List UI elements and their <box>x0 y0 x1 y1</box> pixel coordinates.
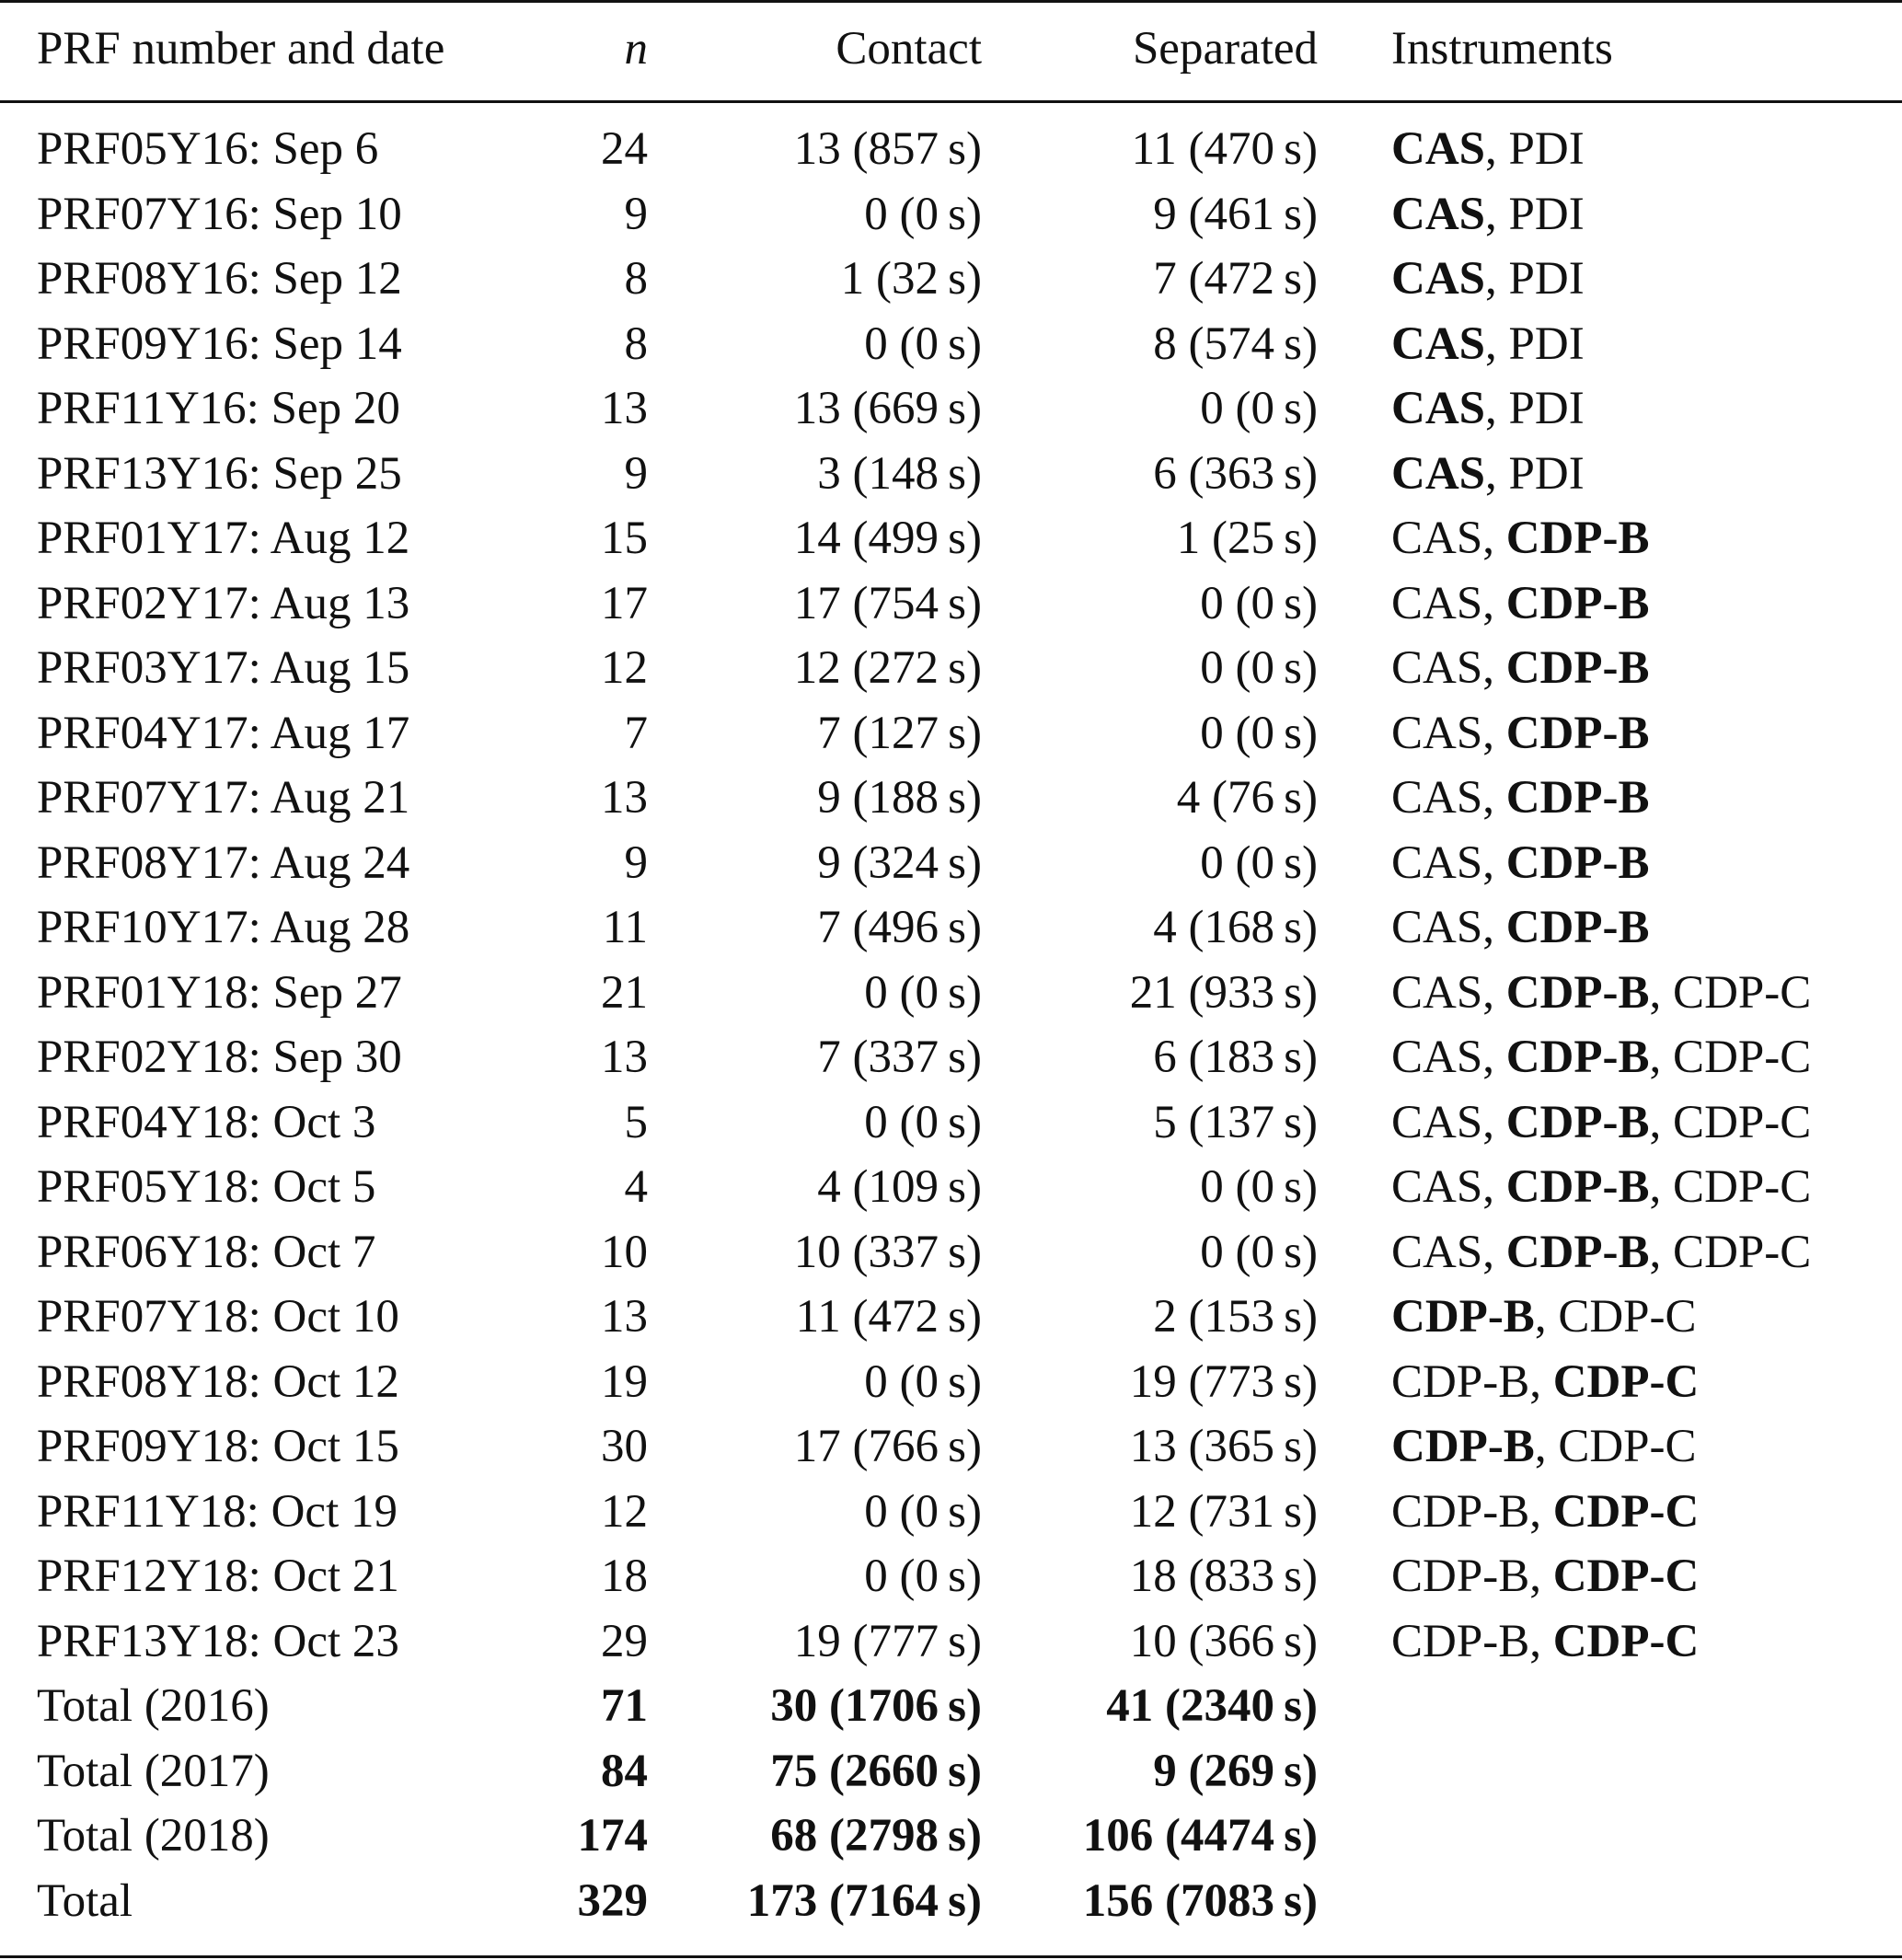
instrument-part: , <box>1485 318 1509 370</box>
instrument-part: , <box>1482 513 1506 564</box>
instruments-cell <box>1391 506 1650 571</box>
prf-cell: PRF10Y17: Aug 28 <box>37 902 410 953</box>
instrument-part: , <box>1485 189 1509 240</box>
instruments-cell <box>1391 117 1585 181</box>
contact-cell: 0 (0 s) <box>864 189 982 240</box>
prf-cell: PRF12Y18: Oct 21 <box>37 1551 399 1602</box>
instrument-part: CDP-B <box>1505 578 1650 629</box>
prf-cell: PRF02Y17: Aug 13 <box>37 578 410 629</box>
instrument-part: PDI <box>1508 318 1585 370</box>
instruments-cell <box>1391 376 1585 441</box>
contact-cell: 9 (188 s) <box>817 772 982 824</box>
top-rule <box>0 0 1902 3</box>
instrument-part: PDI <box>1508 383 1585 434</box>
n-cell: 7 <box>624 708 648 759</box>
contact-cell: 19 (777 s) <box>793 1616 982 1667</box>
instrument-part: CDP-C <box>1558 1291 1697 1343</box>
contact-cell: 13 (669 s) <box>793 383 982 434</box>
separated-cell: 0 (0 s) <box>1200 1161 1318 1213</box>
instrument-part: CDP-B <box>1391 1356 1530 1408</box>
prf-cell: PRF04Y17: Aug 17 <box>37 708 410 759</box>
instrument-part: , <box>1482 772 1506 824</box>
prf-cell: PRF08Y17: Aug 24 <box>37 837 410 889</box>
instrument-part: , <box>1649 1227 1674 1278</box>
prf-cell: PRF09Y16: Sep 14 <box>37 318 402 370</box>
instruments-cell <box>1391 1544 1699 1608</box>
total-label: Total (2017) <box>37 1746 270 1797</box>
contact-cell: 0 (0 s) <box>864 1486 982 1538</box>
n-cell: 8 <box>624 253 648 305</box>
instrument-part: CAS <box>1391 1097 1483 1148</box>
contact-cell: 11 (472 s) <box>795 1291 982 1343</box>
instrument-part: CAS <box>1391 318 1486 370</box>
n-cell: 10 <box>601 1227 648 1278</box>
instrument-part: PDI <box>1508 253 1585 305</box>
table-row <box>0 636 1902 700</box>
instrument-part: , <box>1482 578 1506 629</box>
instruments-cell <box>1391 1480 1699 1544</box>
instrument-part: PDI <box>1508 123 1585 175</box>
instrument-part: CDP-B <box>1391 1421 1535 1472</box>
instrument-part: CDP-C <box>1673 1032 1812 1083</box>
instrument-part: CDP-B <box>1505 1032 1650 1083</box>
instrument-part: CDP-B <box>1391 1551 1530 1602</box>
instruments-cell <box>1391 701 1650 766</box>
table-row <box>0 182 1902 247</box>
prf-cell: PRF05Y18: Oct 5 <box>37 1161 376 1213</box>
table-row <box>0 1414 1902 1479</box>
instrument-part: CAS <box>1391 383 1486 434</box>
total-n: 71 <box>601 1680 648 1732</box>
separated-cell: 0 (0 s) <box>1200 708 1318 759</box>
total-contact: 75 (2660 s) <box>770 1746 982 1797</box>
table-row <box>0 571 1902 636</box>
n-cell: 5 <box>624 1097 648 1148</box>
n-cell: 13 <box>601 383 648 434</box>
instrument-part: PDI <box>1508 189 1585 240</box>
n-cell: 17 <box>601 578 648 629</box>
total-contact: 68 (2798 s) <box>770 1810 982 1862</box>
n-cell: 9 <box>624 837 648 889</box>
instruments-cell <box>1391 1025 1811 1090</box>
instruments-cell <box>1391 895 1650 960</box>
instrument-part: CDP-C <box>1673 1227 1812 1278</box>
instruments-cell <box>1391 1285 1697 1349</box>
separated-cell: 10 (366 s) <box>1129 1616 1318 1667</box>
n-cell: 24 <box>601 123 648 175</box>
instrument-part: CDP-C <box>1673 1097 1812 1148</box>
separated-cell: 6 (183 s) <box>1153 1032 1318 1083</box>
separated-cell: 0 (0 s) <box>1200 642 1318 694</box>
n-cell: 9 <box>624 189 648 240</box>
table-row <box>0 1285 1902 1349</box>
table-row <box>0 442 1902 506</box>
separated-cell: 9 (461 s) <box>1153 189 1318 240</box>
contact-cell: 14 (499 s) <box>793 513 982 564</box>
n-cell: 15 <box>601 513 648 564</box>
instruments-cell <box>1391 182 1585 247</box>
contact-cell: 7 (337 s) <box>817 1032 982 1083</box>
header-rule <box>0 100 1902 103</box>
instrument-part: CAS <box>1391 772 1483 824</box>
instrument-part: CDP-B <box>1391 1616 1530 1667</box>
prf-cell: PRF11Y16: Sep 20 <box>37 383 400 434</box>
instrument-part: CAS <box>1391 708 1483 759</box>
separated-cell: 11 (470 s) <box>1131 123 1318 175</box>
total-separated: 156 (7083 s) <box>1082 1875 1318 1927</box>
total-contact: 173 (7164 s) <box>746 1875 982 1927</box>
prf-cell: PRF08Y18: Oct 12 <box>37 1356 399 1408</box>
prf-cell: PRF07Y17: Aug 21 <box>37 772 410 824</box>
instrument-part: , <box>1649 1032 1674 1083</box>
total-row <box>0 1869 1902 1933</box>
prf-cell: PRF04Y18: Oct 3 <box>37 1097 376 1148</box>
total-n: 84 <box>601 1746 648 1797</box>
separated-cell: 6 (363 s) <box>1153 448 1318 500</box>
n-cell: 12 <box>601 642 648 694</box>
bottom-rule <box>0 1955 1902 1958</box>
table-row <box>0 506 1902 571</box>
table-row <box>0 1155 1902 1219</box>
instruments-cell <box>1391 961 1811 1025</box>
instruments-cell <box>1391 247 1585 311</box>
separated-cell: 4 (168 s) <box>1153 902 1318 953</box>
instrument-part: , <box>1482 902 1506 953</box>
separated-cell: 21 (933 s) <box>1129 967 1318 1019</box>
total-n: 329 <box>577 1875 648 1927</box>
prf-cell: PRF05Y16: Sep 6 <box>37 123 379 175</box>
instrument-part: CDP-B <box>1505 1097 1650 1148</box>
instrument-part: CAS <box>1391 578 1483 629</box>
contact-cell: 17 (754 s) <box>793 578 982 629</box>
table-row <box>0 831 1902 895</box>
instrument-part: CDP-B <box>1505 837 1650 889</box>
separated-cell: 0 (0 s) <box>1200 1227 1318 1278</box>
instrument-part: , <box>1649 1097 1674 1148</box>
separated-cell: 0 (0 s) <box>1200 383 1318 434</box>
n-cell: 19 <box>601 1356 648 1408</box>
instrument-part: , <box>1649 967 1674 1019</box>
prf-cell: PRF07Y18: Oct 10 <box>37 1291 399 1343</box>
contact-cell: 4 (109 s) <box>817 1161 982 1213</box>
instrument-part: CAS <box>1391 837 1483 889</box>
contact-cell: 0 (0 s) <box>864 1356 982 1408</box>
instruments-cell <box>1391 636 1650 700</box>
instrument-part: CDP-C <box>1558 1421 1697 1472</box>
instrument-part: CDP-B <box>1505 642 1650 694</box>
separated-cell: 2 (153 s) <box>1153 1291 1318 1343</box>
prf-cell: PRF07Y16: Sep 10 <box>37 189 402 240</box>
total-label: Total (2016) <box>37 1680 270 1732</box>
header-instruments: Instruments <box>1391 23 1613 75</box>
prf-cell: PRF06Y18: Oct 7 <box>37 1227 376 1278</box>
table-row <box>0 961 1902 1025</box>
instrument-part: CDP-B <box>1505 967 1650 1019</box>
separated-cell: 8 (574 s) <box>1153 318 1318 370</box>
instrument-part: CDP-C <box>1673 1161 1812 1213</box>
prf-cell: PRF08Y16: Sep 12 <box>37 253 402 305</box>
n-cell: 4 <box>624 1161 648 1213</box>
instruments-cell <box>1391 1155 1811 1219</box>
instrument-part: CAS <box>1391 1227 1483 1278</box>
table-row <box>0 312 1902 376</box>
instruments-cell <box>1391 1350 1699 1414</box>
table-row <box>0 766 1902 830</box>
separated-cell: 5 (137 s) <box>1153 1097 1318 1148</box>
table-row <box>0 1220 1902 1285</box>
instrument-part: CDP-B <box>1391 1486 1530 1538</box>
separated-cell: 19 (773 s) <box>1129 1356 1318 1408</box>
instruments-cell <box>1391 571 1650 636</box>
prf-cell: PRF03Y17: Aug 15 <box>37 642 410 694</box>
contact-cell: 7 (127 s) <box>817 708 982 759</box>
n-cell: 9 <box>624 448 648 500</box>
n-cell: 11 <box>602 902 648 953</box>
instrument-part: , <box>1482 967 1506 1019</box>
instrument-part: CDP-B <box>1391 1291 1535 1343</box>
contact-cell: 3 (148 s) <box>817 448 982 500</box>
table-row <box>0 376 1902 441</box>
instrument-part: , <box>1529 1616 1553 1667</box>
instrument-part: CDP-C <box>1552 1551 1700 1602</box>
instrument-part: CDP-C <box>1552 1486 1700 1538</box>
prf-cell: PRF01Y17: Aug 12 <box>37 513 410 564</box>
instrument-part: CAS <box>1391 189 1486 240</box>
instruments-cell <box>1391 1414 1697 1479</box>
n-cell: 18 <box>601 1551 648 1602</box>
contact-cell: 1 (32 s) <box>840 253 982 305</box>
table-row <box>0 117 1902 181</box>
contact-cell: 12 (272 s) <box>793 642 982 694</box>
header-separated: Separated <box>1132 23 1318 75</box>
instruments-cell <box>1391 312 1585 376</box>
instrument-part: CDP-C <box>1673 967 1812 1019</box>
separated-cell: 13 (365 s) <box>1129 1421 1318 1472</box>
prf-cell: PRF02Y18: Sep 30 <box>37 1032 402 1083</box>
separated-cell: 1 (25 s) <box>1176 513 1318 564</box>
total-row <box>0 1739 1902 1804</box>
contact-cell: 9 (324 s) <box>817 837 982 889</box>
contact-cell: 0 (0 s) <box>864 1551 982 1602</box>
n-cell: 21 <box>601 967 648 1019</box>
total-contact: 30 (1706 s) <box>770 1680 982 1732</box>
header-contact: Contact <box>836 23 982 75</box>
separated-cell: 0 (0 s) <box>1200 578 1318 629</box>
instrument-part: , <box>1649 1161 1674 1213</box>
prf-cell: PRF09Y18: Oct 15 <box>37 1421 399 1472</box>
instruments-cell <box>1391 1609 1699 1674</box>
separated-cell: 7 (472 s) <box>1153 253 1318 305</box>
instrument-part: CAS <box>1391 513 1483 564</box>
instrument-part: CDP-B <box>1505 772 1650 824</box>
table-row <box>0 1544 1902 1608</box>
table-row <box>0 1480 1902 1544</box>
header-row <box>0 17 1902 81</box>
header-n: n <box>624 23 648 75</box>
instruments-cell <box>1391 766 1650 830</box>
instrument-part: CAS <box>1391 1161 1483 1213</box>
contact-cell: 0 (0 s) <box>864 967 982 1019</box>
instrument-part: , <box>1485 123 1509 175</box>
instrument-part: , <box>1482 1097 1506 1148</box>
instrument-part: CAS <box>1391 448 1486 500</box>
n-cell: 30 <box>601 1421 648 1472</box>
instrument-part: PDI <box>1508 448 1585 500</box>
instruments-cell <box>1391 442 1585 506</box>
contact-cell: 17 (766 s) <box>793 1421 982 1472</box>
table-row <box>0 701 1902 766</box>
table-row <box>0 1350 1902 1414</box>
prf-cell: PRF13Y18: Oct 23 <box>37 1616 399 1667</box>
instrument-part: CDP-B <box>1505 1227 1650 1278</box>
instrument-part: CAS <box>1391 967 1483 1019</box>
table-row <box>0 1090 1902 1155</box>
total-row <box>0 1674 1902 1738</box>
instrument-part: CDP-C <box>1552 1356 1700 1408</box>
instrument-part: , <box>1529 1486 1553 1538</box>
instruments-cell <box>1391 1090 1811 1155</box>
prf-cell: PRF01Y18: Sep 27 <box>37 967 402 1019</box>
contact-cell: 0 (0 s) <box>864 318 982 370</box>
instrument-part: , <box>1529 1551 1553 1602</box>
instrument-part: , <box>1534 1291 1559 1343</box>
total-separated: 41 (2340 s) <box>1106 1680 1318 1732</box>
instrument-part: , <box>1482 837 1506 889</box>
instrument-part: CAS <box>1391 642 1483 694</box>
total-separated: 9 (269 s) <box>1153 1746 1318 1797</box>
total-label: Total (2018) <box>37 1810 270 1862</box>
n-cell: 29 <box>601 1616 648 1667</box>
instrument-part: CAS <box>1391 253 1486 305</box>
instrument-part: CDP-B <box>1505 902 1650 953</box>
table-row <box>0 895 1902 960</box>
total-label: Total <box>37 1875 133 1927</box>
n-cell: 13 <box>601 1032 648 1083</box>
table-row <box>0 1609 1902 1674</box>
instrument-part: , <box>1482 708 1506 759</box>
prf-cell: PRF13Y16: Sep 25 <box>37 448 402 500</box>
n-cell: 8 <box>624 318 648 370</box>
table-row <box>0 247 1902 311</box>
contact-cell: 13 (857 s) <box>793 123 982 175</box>
instrument-part: CAS <box>1391 1032 1483 1083</box>
instrument-part: , <box>1482 642 1506 694</box>
instrument-part: , <box>1485 253 1509 305</box>
n-cell: 13 <box>601 772 648 824</box>
instrument-part: , <box>1482 1032 1506 1083</box>
header-prf: PRF number and date <box>37 23 445 75</box>
instrument-part: CDP-B <box>1505 513 1650 564</box>
contact-cell: 10 (337 s) <box>793 1227 982 1278</box>
instrument-part: CAS <box>1391 902 1483 953</box>
instrument-part: CAS <box>1391 123 1486 175</box>
prf-cell: PRF11Y18: Oct 19 <box>37 1486 398 1538</box>
instruments-cell <box>1391 831 1650 895</box>
separated-cell: 0 (0 s) <box>1200 837 1318 889</box>
n-cell: 12 <box>601 1486 648 1538</box>
instrument-part: , <box>1482 1227 1506 1278</box>
separated-cell: 4 (76 s) <box>1176 772 1318 824</box>
instrument-part: , <box>1529 1356 1553 1408</box>
contact-cell: 7 (496 s) <box>817 902 982 953</box>
instrument-part: CDP-B <box>1505 708 1650 759</box>
instruments-cell <box>1391 1220 1811 1285</box>
separated-cell: 18 (833 s) <box>1129 1551 1318 1602</box>
instrument-part: , <box>1485 448 1509 500</box>
total-row <box>0 1804 1902 1868</box>
instrument-part: , <box>1534 1421 1559 1472</box>
instrument-part: , <box>1482 1161 1506 1213</box>
separated-cell: 12 (731 s) <box>1129 1486 1318 1538</box>
instrument-part: CDP-C <box>1552 1616 1700 1667</box>
n-cell: 13 <box>601 1291 648 1343</box>
total-n: 174 <box>577 1810 648 1862</box>
table-row <box>0 1025 1902 1090</box>
contact-cell: 0 (0 s) <box>864 1097 982 1148</box>
total-separated: 106 (4474 s) <box>1082 1810 1318 1862</box>
instrument-part: CDP-B <box>1505 1161 1650 1213</box>
instrument-part: , <box>1485 383 1509 434</box>
